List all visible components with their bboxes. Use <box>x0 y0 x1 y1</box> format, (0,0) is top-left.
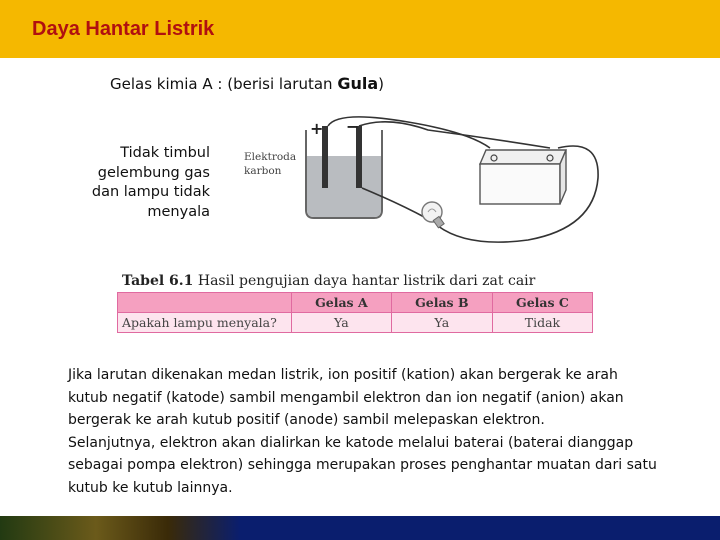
conductivity-apparatus-diagram <box>238 108 608 258</box>
subtitle-prefix: Gelas kimia A : (berisi larutan <box>110 75 338 93</box>
table-cell: Apakah lampu menyala? <box>118 313 292 333</box>
note-line: gelembung gas <box>97 164 210 181</box>
observation-note <box>80 144 210 222</box>
table-header-row <box>118 293 593 313</box>
subtitle-suffix: ) <box>378 75 384 93</box>
table-caption-text: Hasil pengujian daya hantar listrik dari zat cair <box>193 273 536 289</box>
table-cell: Ya <box>391 313 492 333</box>
table-cell: Tidak <box>492 313 592 333</box>
electrode-label: karbon <box>244 165 282 177</box>
electrode-label: Elektroda <box>244 151 297 163</box>
table-row <box>118 313 593 333</box>
paragraph-line: Jika larutan dikenakan medan listrik, ion positif (kation) akan bergerak ke arah <box>68 367 618 383</box>
results-table <box>117 292 593 333</box>
paragraph-line: bergerak ke arah kutub positif (anode) sambil melepaskan elektron. <box>68 412 545 428</box>
header-cell: Gelas C <box>492 293 592 313</box>
table-cell: Ya <box>292 313 392 333</box>
paragraph-line: sebagai pompa elektron) sehingga merupakan proses penghantar muatan dari satu <box>68 457 657 473</box>
table-caption <box>122 273 535 289</box>
plus-sign: + <box>310 119 324 138</box>
header-cell <box>118 293 292 313</box>
slide-title: Daya Hantar Listrik <box>32 18 215 40</box>
beaker-description <box>110 74 384 93</box>
wire <box>359 122 550 148</box>
note-line: dan lampu tidak <box>91 184 210 200</box>
paragraph-line: kutub ke kutub lainnya. <box>68 479 233 496</box>
paragraph-line: Selanjutnya, elektron akan dialirkan ke katode melalui baterai (baterai dianggap <box>68 434 634 451</box>
solution <box>307 156 381 217</box>
header-cell: Gelas A <box>292 293 392 313</box>
table-number: Tabel 6.1 <box>122 273 194 289</box>
header-cell: Gelas B <box>391 293 492 313</box>
note-line: Tidak timbul <box>120 145 210 161</box>
note-line: menyala <box>147 203 210 220</box>
battery <box>480 164 560 204</box>
footer-image <box>0 516 240 540</box>
explanation-paragraph <box>68 364 688 499</box>
minus-sign: − <box>346 117 360 136</box>
subtitle-bold: Gula <box>337 74 379 93</box>
paragraph-line: kutub negatif (katode) sambil mengambil elektron dan ion negatif (anion) akan <box>68 389 624 406</box>
